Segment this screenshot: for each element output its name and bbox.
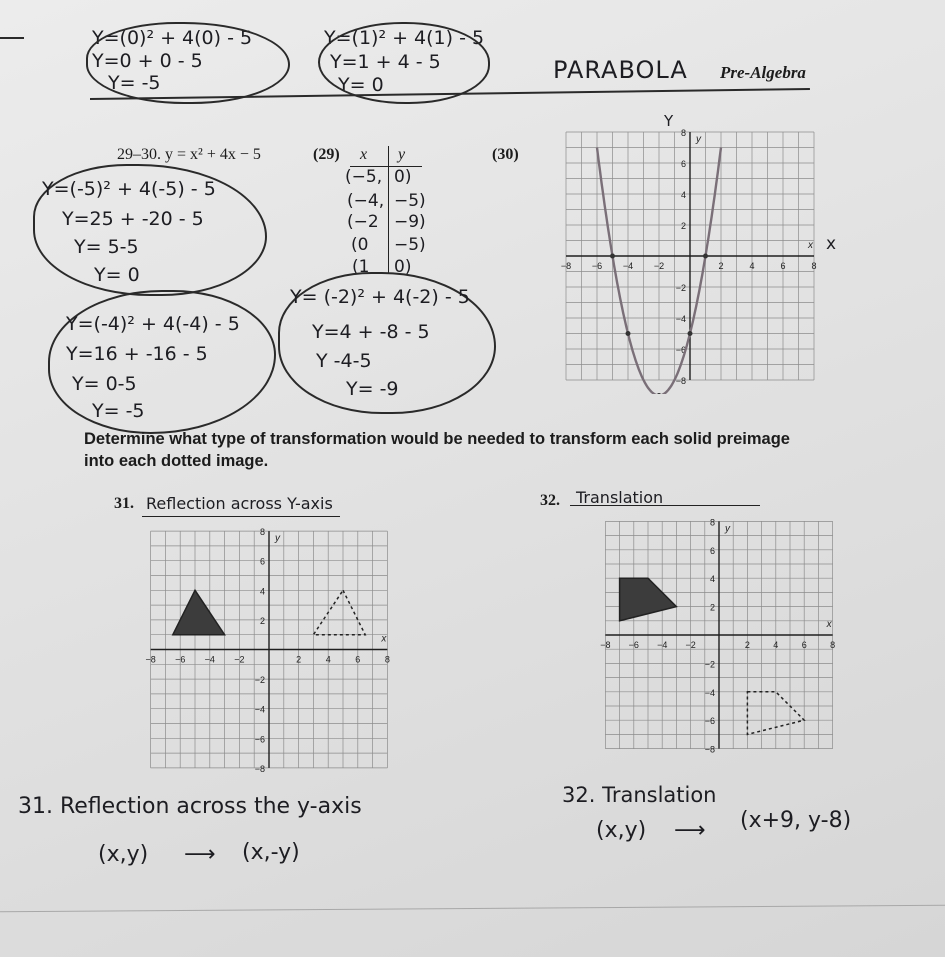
problem-31-answer: Reflection across Y-axis: [146, 494, 333, 513]
graph32-y-tick-label: 6: [709, 545, 715, 556]
problem-31-answer-line: [142, 516, 340, 517]
work-neg4-line4: Y= -5: [92, 400, 145, 422]
graph32-y-tick-label: 2: [709, 602, 715, 613]
reflection-graph: [138, 523, 400, 776]
calc-x1-line3: Y= 0: [338, 74, 384, 96]
work-neg5-line3: Y= 5-5: [74, 236, 139, 258]
calc-x0-line3: Y= -5: [108, 72, 161, 94]
table-row-4-y: −5): [394, 235, 426, 255]
table-row-4-x: (0: [351, 235, 369, 255]
work-neg4-line2: Y=16 + -16 - 5: [66, 343, 208, 365]
page-title: PARABOLA: [553, 56, 688, 84]
graph32-y-tick-label: −6: [704, 716, 715, 727]
graph30-x-tick-label: 8: [811, 261, 817, 271]
work-neg2-line1: Y= (-2)² + 4(-2) - 5: [290, 286, 470, 308]
work-neg5-line4: Y= 0: [94, 264, 140, 286]
graph30-x-axis-label: x: [808, 240, 813, 251]
calc-x0-line1: Y=(0)² + 4(0) - 5: [92, 27, 253, 49]
work-neg2-line4: Y= -9: [346, 378, 399, 400]
graph31-x-tick-label: −6: [175, 654, 186, 665]
graph31-y-tick-label: 4: [259, 586, 265, 597]
rule-31-from: (x,y): [98, 842, 149, 867]
graph32-y-tick-label: −2: [704, 659, 715, 670]
graph31-y-tick-label: −6: [254, 734, 265, 745]
problem-31-number: 31.: [114, 495, 134, 512]
bottom-faint-rule: [0, 905, 945, 913]
graph31-x-tick-label: −8: [145, 654, 156, 665]
table-row-2-x: (−4,: [347, 191, 385, 211]
graph30-x-tick-label: −8: [560, 261, 572, 271]
graph30-x-tick-label: −4: [622, 261, 634, 271]
table-row-5-x: (1: [352, 257, 370, 277]
graph32-x-tick-label: −4: [657, 640, 668, 650]
graph30-handwritten-y: Y: [664, 112, 674, 130]
graph31-y-axis-label: y: [275, 533, 280, 545]
table-row-1-x: (−5,: [345, 167, 383, 187]
parabola-point: [703, 254, 708, 259]
work-neg2-line3: Y -4-5: [316, 350, 372, 372]
parabola-point: [657, 393, 662, 394]
table-label-29: (29): [313, 146, 340, 163]
preimage-quadrilateral: [620, 578, 677, 621]
table-row-3-y: −9): [394, 212, 426, 232]
parabola-graph: [540, 118, 840, 394]
graph31-x-tick-label: 2: [296, 654, 302, 665]
work-neg5-line1: Y=(-5)² + 4(-5) - 5: [42, 178, 216, 200]
graph30-x-tick-label: −2: [653, 261, 665, 271]
preimage-triangle: [173, 590, 225, 634]
graph32-x-tick-label: 6: [801, 640, 807, 650]
graph32-y-tick-label: −8: [704, 744, 715, 755]
instructions-copy: Determine what type of transformation would be needed to transform each solid preimage into each dotted image.: [84, 430, 790, 470]
parabola-point: [610, 254, 615, 259]
image-triangle-dotted: [313, 590, 365, 634]
calc-x1-circle: [318, 22, 490, 104]
explanation-31: 31. Reflection across the y-axis: [18, 794, 362, 819]
top-corner-mark: [0, 37, 24, 39]
graph30-y-tick-label: −2: [675, 283, 686, 293]
table-row-2-y: −5): [394, 191, 426, 211]
table-header-x: x: [360, 146, 368, 163]
table-row-3-x: (−2: [347, 212, 379, 232]
rule-31-to: (x,-y): [242, 840, 300, 865]
graph31-x-tick-label: −4: [204, 654, 215, 665]
parabola-point: [626, 331, 631, 336]
rule-32-to: (x+9, y-8): [740, 808, 852, 833]
graph31-x-axis-label: x: [381, 633, 387, 645]
graph30-handwritten-x: x: [826, 234, 837, 254]
graph30-x-tick-label: 6: [780, 261, 786, 271]
graph31-y-tick-label: −2: [254, 675, 265, 686]
rule-31-arrow: ⟶: [184, 842, 216, 867]
graph30-y-tick-label: 6: [680, 159, 686, 169]
calc-x1-line1: Y=(1)² + 4(1) - 5: [324, 27, 485, 49]
graph31-x-tick-label: −2: [234, 654, 245, 665]
graph31-y-tick-label: 6: [259, 556, 265, 567]
problem-32-answer: Translation: [576, 488, 664, 507]
explanation-32: 32. Translation: [562, 783, 717, 807]
graph30-y-tick-label: 4: [680, 190, 686, 200]
work-neg5-line2: Y=25 + -20 - 5: [62, 208, 204, 230]
graph32-x-tick-label: −8: [600, 640, 611, 650]
course-name: Pre-Algebra: [720, 63, 806, 82]
graph31-x-tick-label: 6: [355, 654, 361, 665]
graph32-x-tick-label: −2: [685, 640, 696, 650]
graph30-y-tick-label: −8: [675, 376, 686, 386]
graph30-x-tick-label: 4: [749, 261, 755, 271]
graph32-y-tick-label: 4: [709, 574, 715, 585]
parabola-point: [688, 331, 693, 336]
graph30-y-axis-label: y: [696, 134, 701, 145]
calc-x0-circle: [86, 22, 290, 104]
table-row-1-y: 0): [394, 167, 412, 187]
graph32-y-tick-label: −4: [704, 687, 715, 698]
rule-32-arrow: ⟶: [674, 818, 706, 843]
problem-32-number: 32.: [540, 492, 560, 509]
graph31-y-tick-label: −8: [254, 763, 265, 774]
graph30-y-tick-label: 2: [680, 221, 686, 231]
graph32-y-tick-label: 8: [709, 517, 715, 528]
table-header-y: y: [398, 146, 406, 163]
graph30-x-tick-label: −6: [591, 261, 603, 271]
work-neg4-line3: Y= 0-5: [72, 373, 137, 395]
graph32-x-tick-label: 2: [744, 640, 750, 650]
graph32-y-axis-label: y: [725, 523, 730, 535]
graph31-x-tick-label: 4: [325, 654, 331, 665]
graph30-y-tick-label: −4: [675, 314, 686, 324]
graph31-y-tick-label: 8: [259, 527, 265, 538]
translation-graph: [594, 510, 844, 760]
instructions-text: [84, 428, 824, 472]
work-neg4-line1: Y=(-4)² + 4(-4) - 5: [66, 313, 240, 335]
rule-32-from: (x,y): [596, 818, 647, 843]
graph31-y-tick-label: 2: [259, 615, 265, 626]
graph30-y-tick-label: −6: [675, 345, 686, 355]
graph32-x-tick-label: 4: [773, 640, 779, 650]
problem-29-30-label: 29–30. y = x² + 4x − 5: [117, 146, 261, 163]
graph31-y-tick-label: −4: [254, 704, 265, 715]
work-neg2-line2: Y=4 + -8 - 5: [312, 321, 430, 343]
table-row-5-y: 0): [394, 257, 412, 277]
calc-x0-line2: Y=0 + 0 - 5: [92, 50, 203, 72]
graph30-y-tick-label: 8: [680, 128, 686, 138]
graph-label-30: (30): [492, 146, 519, 163]
graph30-x-tick-label: 2: [718, 261, 724, 271]
graph32-x-axis-label: x: [826, 619, 832, 630]
table-divider: [388, 146, 389, 274]
graph32-x-tick-label: 8: [830, 640, 836, 650]
calc-x1-line2: Y=1 + 4 - 5: [330, 51, 441, 73]
graph31-x-tick-label: 8: [384, 654, 390, 665]
graph32-x-tick-label: −6: [628, 640, 639, 650]
